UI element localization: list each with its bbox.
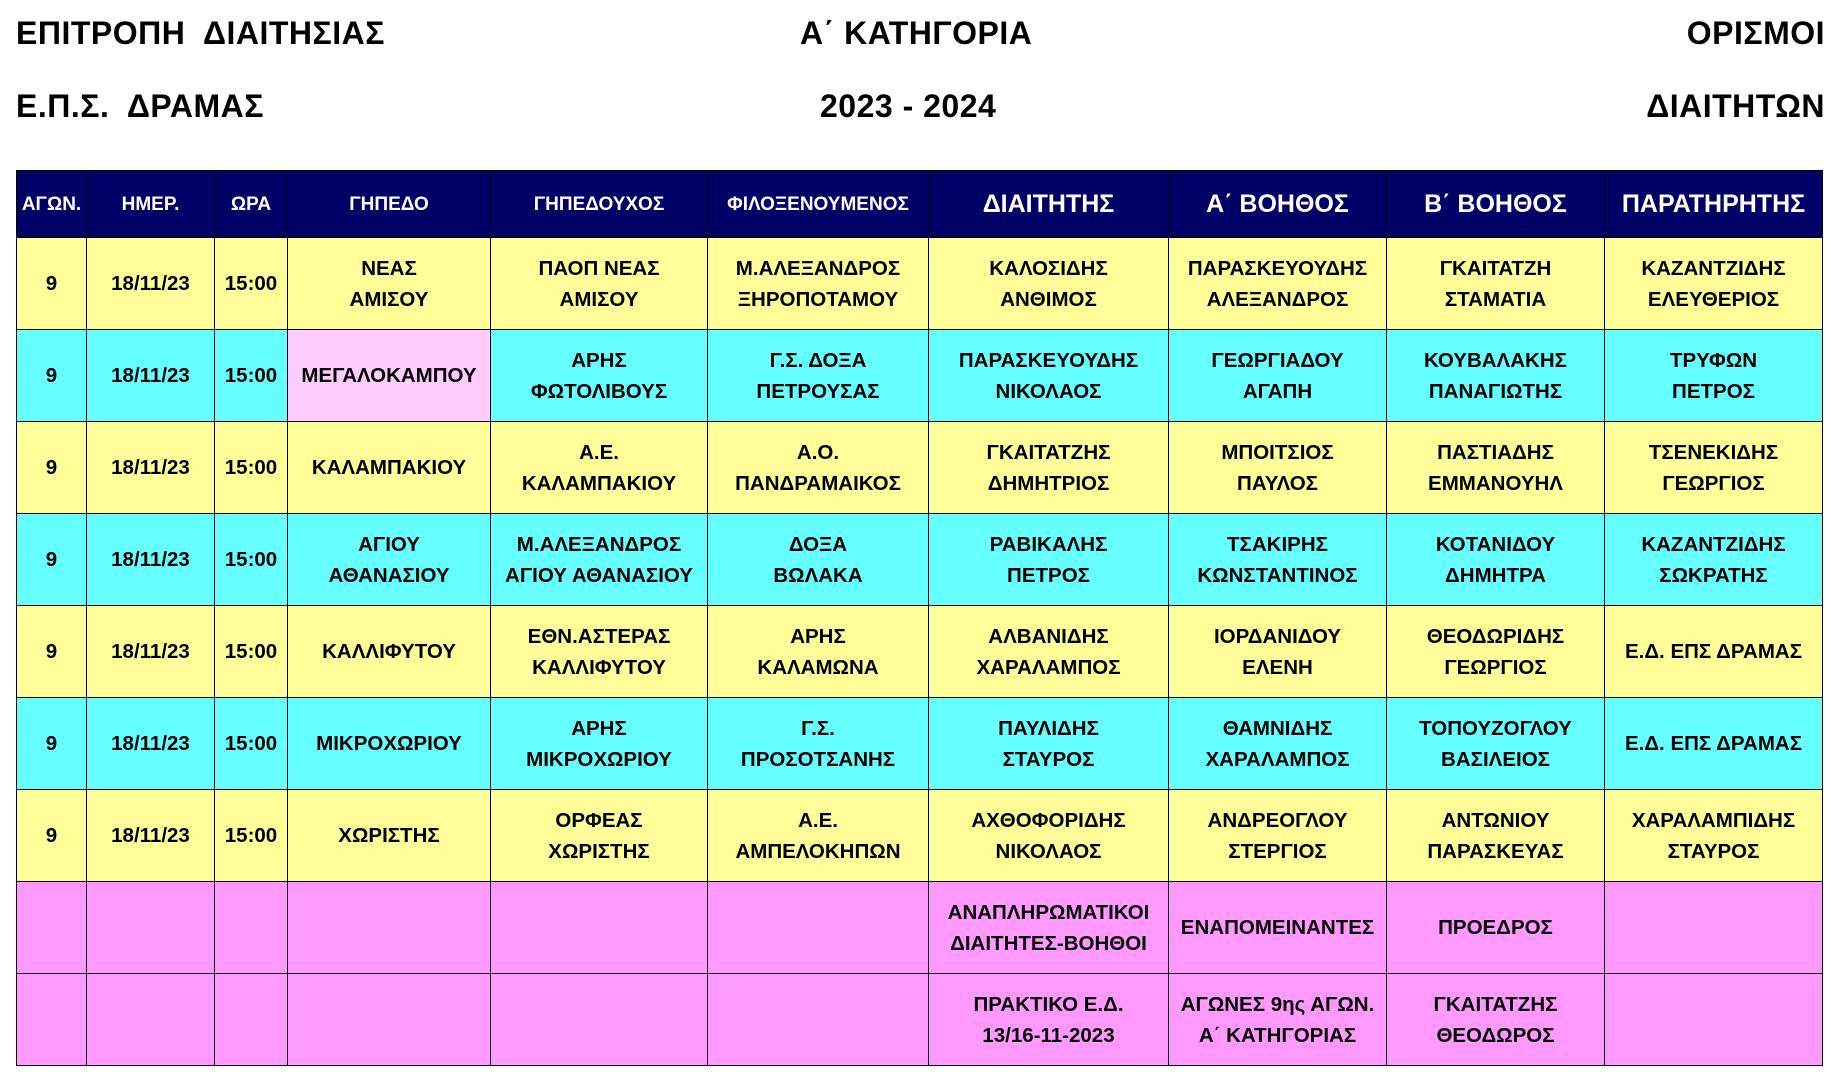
cell-text: Α.Ο. (796, 440, 840, 464)
cell-text: 9 (45, 548, 58, 571)
cell-text: ΔΗΜΗΤΡΑ (1445, 563, 1546, 587)
cell-text: ΜΠΟΙΤΣΙΟΣ (1221, 440, 1334, 464)
cell-match (17, 974, 87, 1066)
cell-home (491, 790, 708, 882)
cell-date (87, 974, 215, 1066)
cell-text: 18/11/23 (111, 548, 190, 571)
org-title: ΕΠΙΤΡΟΠΗ ΔΙΑΙΤΗΣΙΑΣ (16, 15, 385, 51)
table-row (17, 698, 1823, 790)
table-row (17, 514, 1823, 606)
cell-text: ΔΙΑΙΤΗΤΕΣ-ΒΟΗΘΟΙ (950, 931, 1147, 955)
footer-row (17, 974, 1823, 1066)
cell-away (708, 698, 929, 790)
cell-text: Α.Ε. (798, 808, 838, 832)
cell-assistant1 (1169, 790, 1387, 882)
cell-text: ΓΚΑΙΤΑΤΖΗ (1439, 256, 1552, 280)
cell-text: ΕΘΝ.ΑΣΤΕΡΑΣ (527, 624, 671, 648)
cell-assistant2 (1387, 422, 1605, 514)
cell-text: ΣΤΑΜΑΤΙΑ (1444, 287, 1547, 311)
col-header-assistant1: Α΄ ΒΟΗΘΟΣ (1169, 171, 1387, 238)
footer-row (17, 882, 1823, 974)
cell-text: ΧΑΡΑΛΑΜΠΟΣ (976, 655, 1121, 679)
col-header-date: ΗΜΕΡ. (87, 171, 215, 238)
assignments-table (16, 170, 1823, 1066)
cell-text: ΕΛΕΥΘΕΡΙΟΣ (1647, 287, 1780, 311)
cell-text: ΠΑΝΑΓΙΩΤΗΣ (1428, 379, 1563, 403)
cell-home (491, 974, 708, 1066)
cell-text: ΤΟΠΟΥΖΟΓΛΟΥ (1419, 716, 1572, 740)
cell-observer (1605, 606, 1823, 698)
cell-text: ΚΑΖΑΝΤΖΙΔΗΣ (1641, 256, 1786, 280)
cell-time (215, 238, 288, 330)
cell-text: 13/16-11-2023 (982, 1023, 1115, 1047)
table-row (17, 238, 1823, 330)
cell-match (17, 238, 87, 330)
cell-home (491, 238, 708, 330)
cell-text: ΧΑΡΑΛΑΜΠΙΔΗΣ (1631, 808, 1796, 832)
cell-time (215, 698, 288, 790)
cell-assistant1 (1169, 330, 1387, 422)
cell-text: ΑΜΙΣΟΥ (559, 287, 639, 311)
cell-observer (1605, 974, 1823, 1066)
cell-text: ΞΗΡΟΠΟΤΑΜΟΥ (737, 287, 899, 311)
cell-text: ΜΕΓΑΛΟΚΑΜΠΟΥ (301, 364, 477, 387)
cell-text: ΠΡΑΚΤΙΚΟ Ε.Δ. (973, 992, 1124, 1016)
cell-text: ΧΩΡΙΣΤΗΣ (548, 839, 650, 863)
cell-observer (1605, 330, 1823, 422)
cell-text: 15:00 (224, 640, 278, 663)
cell-away (708, 974, 929, 1066)
doc-subtitle: ΔΙΑΙΤΗΤΩΝ (1646, 88, 1825, 124)
cell-text: 9 (45, 364, 58, 387)
cell-text: ΣΩΚΡΑΤΗΣ (1659, 563, 1768, 587)
cell-text: ΑΝΔΡΕΟΓΛΟΥ (1207, 808, 1348, 832)
cell-away (708, 790, 929, 882)
cell-match (17, 422, 87, 514)
cell-text: ΚΑΛΛΙΦΥΤΟΥ (322, 640, 456, 663)
cell-date (87, 698, 215, 790)
cell-text: ΘΑΜΝΙΔΗΣ (1222, 716, 1333, 740)
cell-stadium (288, 330, 491, 422)
cell-text: ΠΕΤΡΟΥΣΑΣ (756, 379, 880, 403)
cell-stadium (288, 882, 491, 974)
cell-text: ΑΝΤΩΝΙΟΥ (1441, 808, 1550, 832)
cell-assistant1 (1169, 238, 1387, 330)
cell-home (491, 514, 708, 606)
cell-match (17, 514, 87, 606)
cell-text: ΠΑΟΠ ΝΕΑΣ (538, 256, 660, 280)
cell-text: 15:00 (224, 824, 278, 847)
cell-text: ΑΡΗΣ (790, 624, 846, 648)
col-header-home: ΓΗΠΕΔΟΥΧΟΣ (491, 171, 708, 238)
season-title: 2023 - 2024 (820, 88, 997, 124)
cell-stadium (288, 422, 491, 514)
cell-text: ΠΡΟΣΟΤΣΑΝΗΣ (740, 747, 896, 771)
cell-text: ΑΛΕΞΑΝΔΡΟΣ (1206, 287, 1349, 311)
cell-text: ΠΑΡΑΣΚΕΥΟΥΔΗΣ (1187, 256, 1368, 280)
cell-text: ΑΡΗΣ (571, 348, 627, 372)
col-header-stadium: ΓΗΠΕΔΟ (288, 171, 491, 238)
cell-time (215, 790, 288, 882)
cell-text: ΝΙΚΟΛΑΟΣ (995, 379, 1102, 403)
cell-assistant2 (1387, 514, 1605, 606)
cell-home (491, 330, 708, 422)
cell-text: ΠΑΡΑΣΚΕΥΟΥΔΗΣ (958, 348, 1139, 372)
cell-text: ΓΚΑΙΤΑΤΖΗΣ (1433, 992, 1558, 1016)
cell-text: ΙΟΡΔΑΝΙΔΟΥ (1213, 624, 1342, 648)
cell-observer (1605, 514, 1823, 606)
cell-text: ΤΣΕΝΕΚΙΔΗΣ (1648, 440, 1779, 464)
cell-text: ΚΟΥΒΑΛΑΚΗΣ (1424, 348, 1567, 372)
cell-match (17, 606, 87, 698)
cell-home (491, 606, 708, 698)
cell-observer (1605, 238, 1823, 330)
cell-away (708, 606, 929, 698)
col-header-time: ΩΡΑ (215, 171, 288, 238)
cell-text: ΠΕΤΡΟΣ (1672, 379, 1755, 403)
cell-text: ΤΣΑΚΙΡΗΣ (1227, 532, 1328, 556)
cell-referee (929, 698, 1169, 790)
cell-stadium (288, 606, 491, 698)
cell-text: ΓΕΩΡΓΙΑΔΟΥ (1211, 348, 1344, 372)
cell-match (17, 790, 87, 882)
category-title: Α΄ ΚΑΤΗΓΟΡΙΑ (800, 15, 1033, 51)
cell-assistant1 (1169, 422, 1387, 514)
cell-referee (929, 422, 1169, 514)
cell-referee (929, 606, 1169, 698)
cell-time (215, 606, 288, 698)
cell-text: ΑΝΑΠΛΗΡΩΜΑΤΙΚΟΙ (947, 900, 1150, 924)
cell-text: ΠΑΝΔΡΑΜΑΙΚΟΣ (735, 471, 901, 495)
cell-text: Μ.ΑΛΕΞΑΝΔΡΟΣ (735, 256, 901, 280)
cell-text: ΣΤΑΥΡΟΣ (1002, 747, 1095, 771)
cell-home (491, 698, 708, 790)
cell-date (87, 330, 215, 422)
cell-text: 9 (45, 824, 58, 847)
cell-text: ΚΑΖΑΝΤΖΙΔΗΣ (1641, 532, 1786, 556)
cell-text: ΒΑΣΙΛΕΙΟΣ (1441, 747, 1550, 771)
cell-date (87, 882, 215, 974)
col-header-away: ΦΙΛΟΞΕΝΟΥΜΕΝΟΣ (708, 171, 929, 238)
cell-away (708, 330, 929, 422)
cell-assistant2 (1387, 790, 1605, 882)
cell-time (215, 514, 288, 606)
doc-title: ΟΡΙΣΜΟΙ (1686, 15, 1825, 51)
cell-text: ΡΑΒΙΚΑΛΗΣ (989, 532, 1108, 556)
cell-text: 9 (45, 640, 58, 663)
cell-text: ΚΑΛΑΜΩΝΑ (757, 655, 879, 679)
cell-text: 18/11/23 (111, 732, 190, 755)
cell-text: ΘΕΟΔΩΡΟΣ (1436, 1023, 1555, 1047)
cell-match (17, 330, 87, 422)
cell-text: Γ.Σ. (801, 716, 835, 740)
cell-text: ΚΑΛΑΜΠΑΚΙΟΥ (521, 471, 677, 495)
cell-text: ΕΛΕΝΗ (1242, 655, 1313, 679)
cell-text: ΦΩΤΟΛΙΒΟΥΣ (530, 379, 668, 403)
cell-date (87, 606, 215, 698)
cell-text: ΑΛΒΑΝΙΔΗΣ (988, 624, 1109, 648)
cell-text: ΠΡΟΕΔΡΟΣ (1438, 916, 1553, 939)
cell-text: ΝΕΑΣ (361, 256, 417, 280)
cell-text: ΑΓΙΟΥ ΑΘΑΝΑΣΙΟΥ (505, 563, 693, 587)
cell-observer (1605, 790, 1823, 882)
cell-assistant2 (1387, 882, 1605, 974)
cell-text: ΓΕΩΡΓΙΟΣ (1662, 471, 1765, 495)
col-header-observer: ΠΑΡΑΤΗΡΗΤΗΣ (1605, 171, 1823, 238)
cell-assistant1 (1169, 698, 1387, 790)
cell-text: ΔΟΞΑ (788, 532, 848, 556)
cell-assistant2 (1387, 238, 1605, 330)
cell-text: ΑΓΩΝΕΣ 9ης ΑΓΩΝ. (1180, 992, 1375, 1016)
cell-text: ΧΑΡΑΛΑΜΠΟΣ (1205, 747, 1350, 771)
cell-text: ΟΡΦΕΑΣ (555, 808, 643, 832)
cell-text: Α.Ε. (579, 440, 619, 464)
cell-text: ΑΓΙΟΥ (358, 532, 420, 556)
cell-referee (929, 238, 1169, 330)
cell-text: Γ.Σ. ΔΟΞΑ (769, 348, 867, 372)
cell-date (87, 790, 215, 882)
cell-text: ΓΚΑΙΤΑΤΖΗΣ (986, 440, 1111, 464)
cell-observer (1605, 422, 1823, 514)
cell-text: ΘΕΟΔΩΡΙΔΗΣ (1426, 624, 1565, 648)
cell-assistant1 (1169, 514, 1387, 606)
cell-assistant2 (1387, 606, 1605, 698)
cell-referee (929, 974, 1169, 1066)
cell-text: ΕΜΜΑΝΟΥΗΛ (1428, 471, 1563, 495)
cell-text: ΠΑΥΛΙΔΗΣ (998, 716, 1099, 740)
cell-text: ΠΑΡΑΣΚΕΥΑΣ (1427, 839, 1564, 863)
cell-text: 9 (45, 732, 58, 755)
cell-text: 15:00 (224, 548, 278, 571)
cell-text: ΓΕΩΡΓΙΟΣ (1444, 655, 1547, 679)
cell-home (491, 422, 708, 514)
cell-away (708, 514, 929, 606)
cell-date (87, 238, 215, 330)
cell-text: ΠΑΣΤΙΑΔΗΣ (1437, 440, 1554, 464)
cell-text: 15:00 (224, 272, 278, 295)
cell-match (17, 698, 87, 790)
cell-time (215, 882, 288, 974)
cell-text: ΑΝΘΙΜΟΣ (1000, 287, 1097, 311)
cell-text: 18/11/23 (111, 640, 190, 663)
cell-text: Ε.Δ. ΕΠΣ ΔΡΑΜΑΣ (1624, 640, 1803, 663)
cell-referee (929, 790, 1169, 882)
cell-stadium (288, 974, 491, 1066)
cell-text: ΧΩΡΙΣΤΗΣ (338, 824, 440, 847)
cell-text: Ε.Δ. ΕΠΣ ΔΡΑΜΑΣ (1624, 732, 1803, 755)
cell-text: 9 (45, 272, 58, 295)
cell-text: ΑΘΑΝΑΣΙΟΥ (328, 563, 450, 587)
cell-assistant2 (1387, 698, 1605, 790)
cell-text: ΠΕΤΡΟΣ (1007, 563, 1090, 587)
cell-text: ΠΑΥΛΟΣ (1237, 471, 1318, 495)
cell-text: 15:00 (224, 732, 278, 755)
cell-time (215, 974, 288, 1066)
cell-text: ΜΙΚΡΟΧΩΡΙΟΥ (526, 747, 672, 771)
cell-stadium (288, 238, 491, 330)
cell-text: ΑΧΘΟΦΟΡΙΔΗΣ (971, 808, 1126, 832)
table-row (17, 422, 1823, 514)
cell-text: ΚΑΛΛΙΦΥΤΟΥ (532, 655, 666, 679)
cell-text: ΤΡΥΦΩΝ (1669, 348, 1758, 372)
cell-time (215, 330, 288, 422)
cell-stadium (288, 514, 491, 606)
cell-match (17, 882, 87, 974)
cell-away (708, 882, 929, 974)
cell-text: 18/11/23 (111, 456, 190, 479)
cell-date (87, 422, 215, 514)
cell-text: ΚΟΤΑΝΙΔΟΥ (1435, 532, 1556, 556)
cell-text: ΝΙΚΟΛΑΟΣ (995, 839, 1102, 863)
cell-assistant2 (1387, 330, 1605, 422)
cell-text: ΣΤΑΥΡΟΣ (1667, 839, 1760, 863)
cell-assistant1 (1169, 974, 1387, 1066)
cell-text: ΚΑΛΟΣΙΔΗΣ (989, 256, 1108, 280)
cell-text: 18/11/23 (111, 272, 190, 295)
cell-text: ΑΓΑΠΗ (1242, 379, 1313, 403)
org-subtitle: Ε.Π.Σ. ΔΡΑΜΑΣ (16, 88, 264, 124)
cell-text: ΑΡΗΣ (571, 716, 627, 740)
table-header-row (17, 171, 1823, 238)
cell-text: ΕΝΑΠΟΜΕΙΝΑΝΤΕΣ (1180, 916, 1375, 939)
cell-text: 15:00 (224, 456, 278, 479)
cell-observer (1605, 698, 1823, 790)
col-header-match: ΑΓΩΝ. (17, 171, 87, 238)
table-row (17, 330, 1823, 422)
col-header-referee: ΔΙΑΙΤΗΤΗΣ (929, 171, 1169, 238)
cell-referee (929, 330, 1169, 422)
cell-away (708, 422, 929, 514)
cell-text: ΑΜΙΣΟΥ (349, 287, 429, 311)
cell-text: 9 (45, 456, 58, 479)
cell-text: ΜΙΚΡΟΧΩΡΙΟΥ (316, 732, 462, 755)
cell-date (87, 514, 215, 606)
cell-assistant1 (1169, 882, 1387, 974)
cell-text: ΣΤΕΡΓΙΟΣ (1228, 839, 1327, 863)
cell-referee (929, 514, 1169, 606)
cell-text: Μ.ΑΛΕΞΑΝΔΡΟΣ (516, 532, 682, 556)
cell-text: 18/11/23 (111, 824, 190, 847)
cell-text: ΚΑΛΑΜΠΑΚΙΟΥ (311, 456, 467, 479)
cell-text: ΚΩΝΣΤΑΝΤΙΝΟΣ (1197, 563, 1358, 587)
cell-text: ΔΗΜΗΤΡΙΟΣ (987, 471, 1110, 495)
col-header-assistant2: Β΄ ΒΟΗΘΟΣ (1387, 171, 1605, 238)
cell-text: ΑΜΠΕΛΟΚΗΠΩΝ (735, 839, 901, 863)
cell-text: 15:00 (224, 364, 278, 387)
cell-away (708, 238, 929, 330)
cell-text: 18/11/23 (111, 364, 190, 387)
cell-assistant1 (1169, 606, 1387, 698)
table-row (17, 790, 1823, 882)
table-row (17, 606, 1823, 698)
cell-referee (929, 882, 1169, 974)
cell-assistant2 (1387, 974, 1605, 1066)
cell-text: Α΄ ΚΑΤΗΓΟΡΙΑΣ (1198, 1023, 1357, 1047)
cell-home (491, 882, 708, 974)
cell-text: ΒΩΛΑΚΑ (773, 563, 863, 587)
cell-stadium (288, 790, 491, 882)
cell-observer (1605, 882, 1823, 974)
cell-time (215, 422, 288, 514)
cell-stadium (288, 698, 491, 790)
